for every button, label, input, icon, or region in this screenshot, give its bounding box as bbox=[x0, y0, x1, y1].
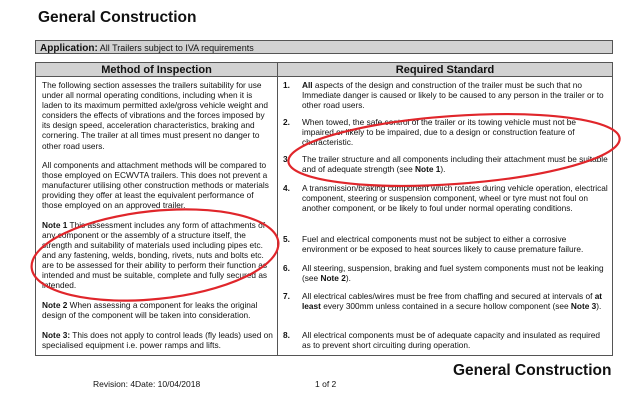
standard-text: The trailer structure and all components including their attachment must be suitable and of adequate strength (see bbox=[302, 154, 608, 175]
standard-note-ref: Note 3 bbox=[570, 301, 597, 312]
footer-revision: Revision: 4 bbox=[93, 379, 136, 389]
note-2 bbox=[42, 300, 274, 320]
application-bar bbox=[35, 40, 613, 54]
standard-note-ref: Note 1 bbox=[415, 164, 441, 175]
footer-title: General Construction bbox=[453, 362, 612, 379]
inspection-paragraph-2: All components and attachment methods will be compared to those employed on ECWVTA trailers. This does not prevent a manufacturer utilising other construction methods or materials providing they offer at least the equivalent performance of those employed on an approved trailer. bbox=[42, 160, 269, 211]
standard-item-4 bbox=[283, 183, 609, 213]
standard-bold-text: All bbox=[302, 80, 313, 90]
standard-number: 4. bbox=[283, 183, 290, 193]
standard-text-tail: ). bbox=[345, 273, 351, 284]
footer-date: Date: 10/04/2018 bbox=[135, 379, 201, 389]
page-title: General Construction bbox=[38, 9, 197, 26]
standard-text-tail: ). bbox=[440, 164, 446, 175]
standard-text-tail: every 300mm unless contained in a secure hollow component (see bbox=[320, 301, 571, 312]
column-divider bbox=[277, 63, 278, 355]
standard-text: When towed, the safe control of the trailer or its towing vehicle must not be impaired or likely to be impaired, due to a design or construction feature of characteristic. bbox=[302, 117, 576, 148]
standard-number: 8. bbox=[283, 330, 290, 340]
standard-number: 5. bbox=[283, 234, 290, 244]
standard-text: All electrical cables/wires must be free from chaffing and secured at intervals of bbox=[302, 291, 595, 301]
application-text: All Trailers subject to IVA requirements bbox=[99, 43, 254, 53]
standard-number: 6. bbox=[283, 263, 290, 273]
standard-text: All electrical components must be of adequate capacity and insulated as required as to prevent short circuiting during operation. bbox=[302, 330, 600, 351]
standard-number: 1. bbox=[283, 80, 290, 90]
note-1-text: This assessment includes any form of attachments of any component or the assembly of a structure itself, the strength and suitability of materials used including pipes etc. and any fastening, welds, bonding, rivets, nuts and bolts etc. are to be assessed for their ability to perform their function as intended and must be suitable, complete and fully secured as intended. bbox=[42, 219, 268, 291]
standard-item-8 bbox=[283, 330, 609, 350]
standard-item-3 bbox=[283, 154, 609, 174]
standard-item-7 bbox=[283, 291, 609, 311]
standard-item-5 bbox=[283, 234, 609, 254]
standard-text: A transmission/braking component which rotates during vehicle operation, electrical component, steering or suspension component, wheel or tyre must not foul on another component, or be likely to foul under normal operating conditions. bbox=[302, 183, 608, 214]
method-of-inspection-column bbox=[42, 80, 274, 359]
note-3-label: Note 3: bbox=[42, 329, 71, 340]
standard-number: 2. bbox=[283, 117, 290, 127]
note-1-label: Note 1 bbox=[42, 219, 68, 230]
note-3-text: This does not apply to control leads (fly leads) used on specialised equipment i.e. power ramps and lifts. bbox=[42, 329, 273, 350]
standard-text: All steering, suspension, braking and fuel system components must not be leaking (see bbox=[302, 263, 604, 284]
application-label: Application: bbox=[40, 43, 98, 54]
inspection-paragraph-1: The following section assesses the trailers suitability for use under all normal operating conditions, including when it is laden to its maximum permitted axle/gross vehicle weight and considers the effects of vibrations and the forces imposed by its design speed, acceleration characteristics, braking and cornering. The trailer at all times must present no danger to other road users. bbox=[42, 80, 268, 151]
standard-number: 3. bbox=[283, 154, 290, 164]
standard-text: Fuel and electrical components must not be subject to either a corrosive environment or be exposed to heat sources likely to cause premature failure. bbox=[302, 234, 584, 255]
standard-bold-text: at least bbox=[302, 291, 603, 312]
standard-item-2 bbox=[283, 117, 609, 147]
note-3 bbox=[42, 330, 274, 350]
standard-number: 7. bbox=[283, 291, 290, 301]
standard-note-ref: Note 2 bbox=[320, 273, 346, 284]
standard-item-1 bbox=[283, 80, 609, 110]
standard-text: aspects of the design and construction of the trailer must be such that no Immediate danger is caused or likely to be caused to any person in the trailer or to other road users. bbox=[302, 80, 604, 111]
note-2-text: When assessing a component for leaks the original design of the component will be taken into consideration. bbox=[42, 299, 258, 321]
footer-page-number: 1 of 2 bbox=[315, 379, 337, 389]
standard-text-tail-2: ). bbox=[596, 301, 602, 312]
required-standard-header: Required Standard bbox=[278, 63, 612, 77]
method-of-inspection-header: Method of Inspection bbox=[36, 63, 277, 77]
note-2-label: Note 2 bbox=[42, 299, 68, 310]
standard-item-6 bbox=[283, 263, 609, 283]
note-1 bbox=[42, 220, 274, 291]
inspection-table bbox=[35, 62, 613, 356]
